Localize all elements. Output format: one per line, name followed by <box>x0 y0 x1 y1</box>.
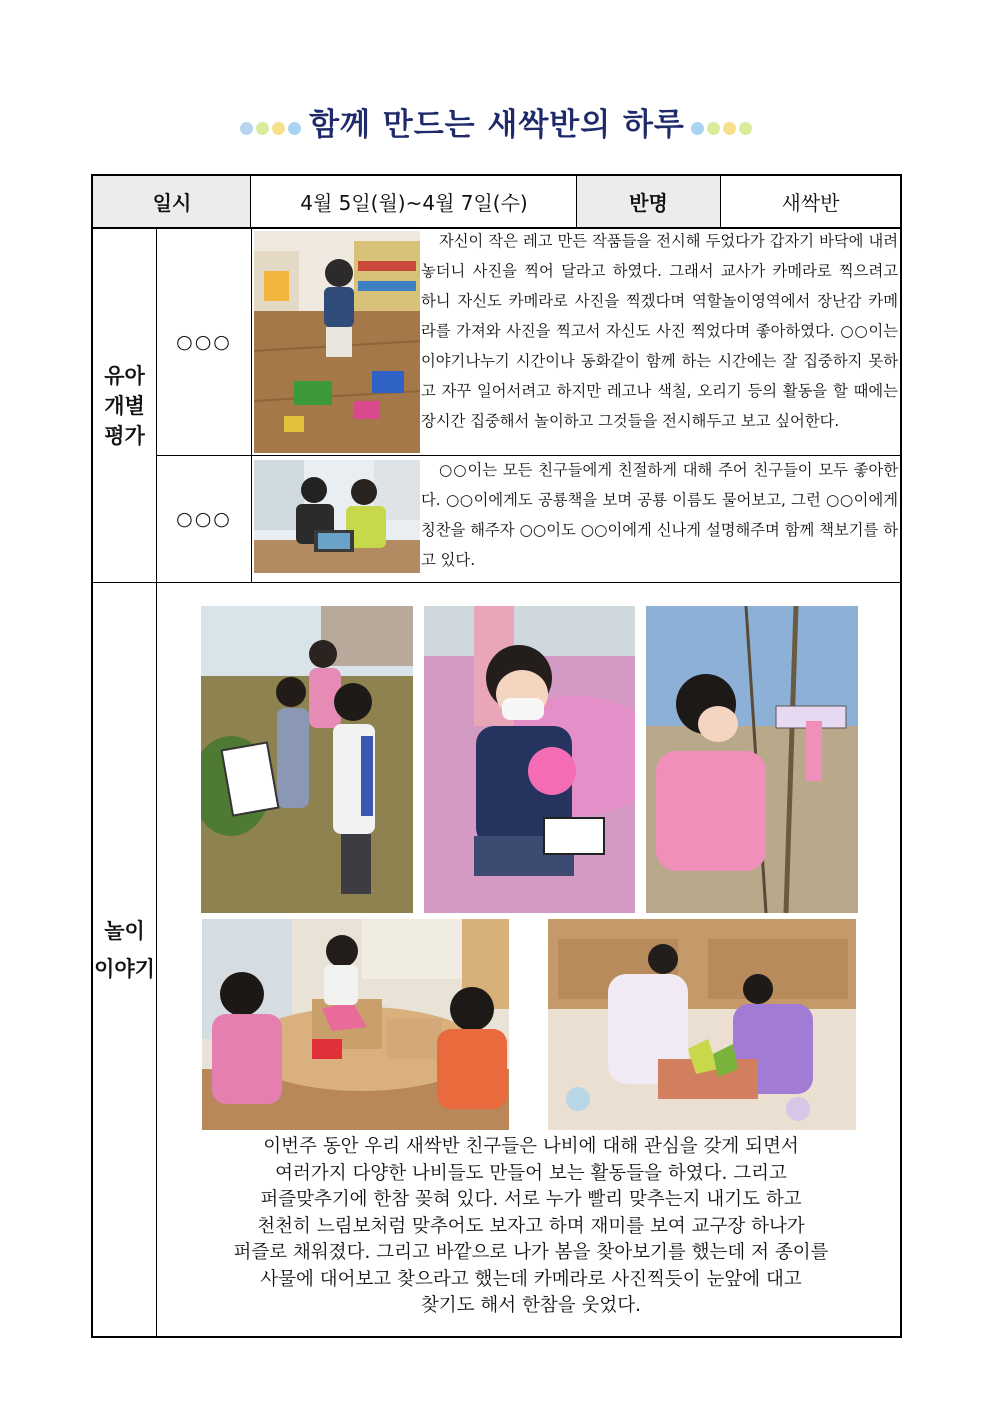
play-story-label-line: 놀이 <box>104 918 145 943</box>
play-story-text-line: 찾기도 해서 한참을 웃었다. <box>420 1295 642 1316</box>
dot-icon <box>707 122 720 135</box>
dot-icon <box>256 122 269 135</box>
play-story-text-line: 여러가지 다양한 나비들도 만들어 보는 활동들을 하였다. 그리고 <box>275 1162 787 1184</box>
photo-child-with-camera-and-lego <box>254 231 420 453</box>
divider <box>250 176 251 227</box>
child-name-cell <box>157 456 251 582</box>
play-story-text-line: 천천히 느림보처럼 맞추어도 보자고 하며 재미를 보여 교구장 하나가 <box>257 1215 805 1237</box>
page-title: 함께 만드는 새싹반의 하루 <box>309 106 685 143</box>
date-value: 4월 5일(월)~4월 7일(수) <box>300 191 528 215</box>
photo-children-butterfly-craft-on-mat <box>548 919 856 1130</box>
dot-icon <box>723 122 736 135</box>
class-label: 반명 <box>629 191 668 215</box>
class-label-cell <box>577 176 720 227</box>
page-header <box>0 96 992 146</box>
divider <box>576 176 577 227</box>
photo-children-with-paper-frame-outdoors <box>201 606 413 913</box>
dot-icon <box>272 122 285 135</box>
play-story-text-line: 퍼즐맞추기에 한참 꽂혀 있다. 서로 누가 빨리 맞추는지 내기도 하고 <box>260 1189 802 1210</box>
evaluation-label-line: 평가 <box>104 423 145 448</box>
divider <box>720 176 721 227</box>
play-story-text-line: 이번주 동안 우리 새싹반 친구들은 나비에 대해 관심을 갖게 되면서 <box>263 1136 799 1157</box>
child-name-masked: ○○○ <box>176 508 232 530</box>
photo-child-holding-frame-at-tree <box>646 606 858 913</box>
child-name-masked: ○○○ <box>176 331 232 353</box>
dot-icon <box>739 122 752 135</box>
class-value-cell <box>721 176 900 227</box>
photo-children-reading-book <box>254 460 420 573</box>
divider <box>251 229 252 582</box>
decorative-dots-right <box>691 122 752 135</box>
evaluation-section-label <box>93 229 156 582</box>
play-story-section-label <box>93 583 156 1336</box>
class-value: 새싹반 <box>781 191 840 215</box>
evaluation-text-1: 자신이 작은 레고 만든 작품들을 전시해 두었다가 갑자기 바닥에 내려놓더니 사진을 찍어 달라고 하였다. 그래서 교사가 카메라로 찍으려고 하니 자신도 카메라로 사진을 찍겠다며 역할놀이영역에서 장난감 카메라를 가져와 사진을 찍고서 자신도 사진 찍었다며 좋아하였다. ○○이는 이야기나누기 시간이나 동화같이 함께 하는 시간에는 잘 집중하지 못하고 자꾸 일어서려고 하지만 레고나 색칠, 오리기 등의 활동을 할 때에는 장시간 집중해서 놀이하고 그것들을 전시해두고 보고 싶어한다. <box>421 232 898 430</box>
play-story-text-line: 사물에 대어보고 찾으라고 했는데 카메라로 사진찍듯이 눈앞에 대고 <box>260 1268 802 1290</box>
evaluation-label-line: 유아 <box>104 363 145 388</box>
child-name-cell <box>157 229 251 455</box>
dot-icon <box>288 122 301 135</box>
decorative-dots-left <box>240 122 301 135</box>
photo-child-with-paper-flower <box>424 606 635 913</box>
evaluation-label-line: 개별 <box>104 393 145 418</box>
evaluation-text-2: ○○이는 모든 친구들에게 친절하게 대해 주어 친구들이 모두 좋아한다. ○○이에게도 공룡책을 보며 공룡 이름도 물어보고, 그런 ○○이에게 칭찬을 해주자 ○○이도 ○○이에게 신나게 설명해주며 함께 책보기를 하고 있다. <box>421 461 898 569</box>
play-story-text-line: 퍼즐로 채워졌다. 그리고 바깥으로 나가 봄을 찾아보기를 했는데 저 종이를 <box>233 1242 829 1263</box>
play-story-text <box>160 1134 902 1320</box>
date-label-cell <box>93 176 251 227</box>
dot-icon <box>691 122 704 135</box>
date-label: 일시 <box>152 191 192 215</box>
photo-children-puzzle-table <box>202 919 509 1130</box>
dot-icon <box>240 122 253 135</box>
divider <box>93 582 900 583</box>
date-value-cell <box>252 176 576 227</box>
play-story-label-line: 이야기 <box>94 956 155 981</box>
